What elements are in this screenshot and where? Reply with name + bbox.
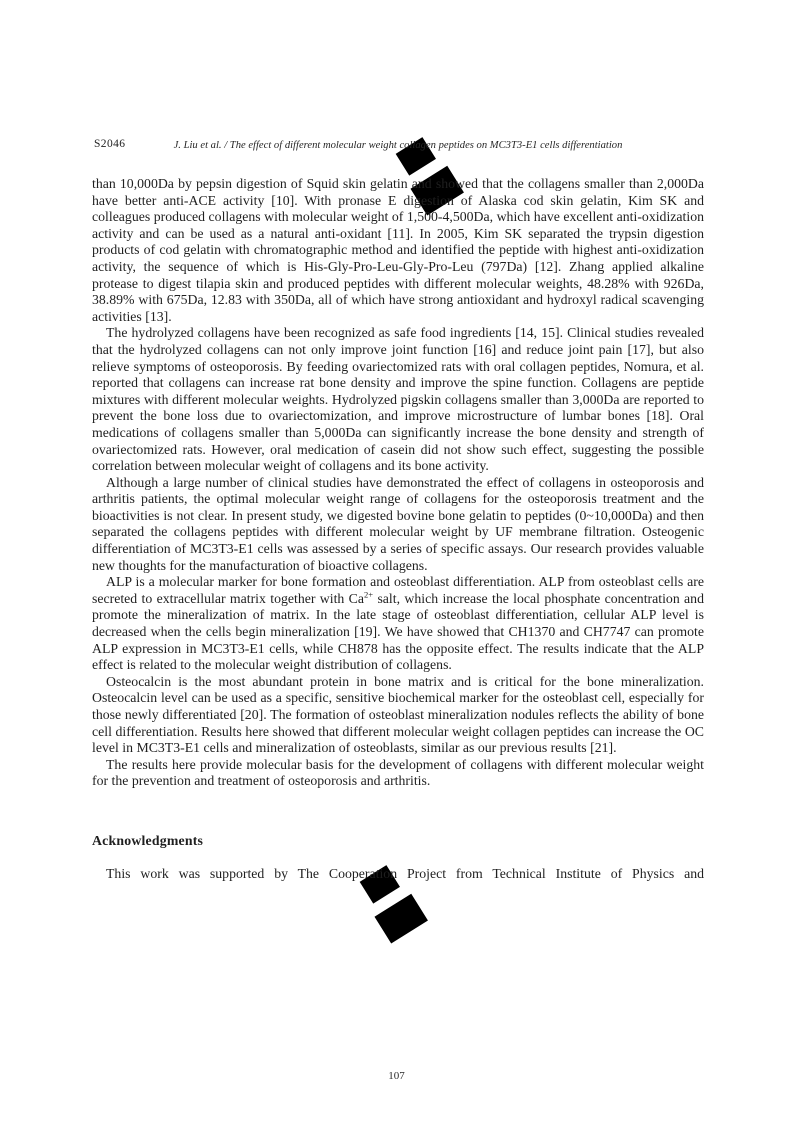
acknowledgments-body <box>92 866 704 883</box>
article-body <box>92 176 704 790</box>
acknowledgments-heading: Acknowledgments <box>92 832 204 848</box>
running-title: J. Liu et al. / The effect of different molecular weight collagen peptides on MC3T3-E1 cells differentiation <box>173 139 623 151</box>
paragraph: Osteocalcin is the most abundant protein in bone matrix and is critical for the bone mineralization. Osteocalcin level can be used as a specific, sensitive biochemical marker for the osteoblast cell, especially for those newly differentiated [20]. The formation of osteoblast mineralization nodules reflects the ability of bone cell differentiation. Results here showed that different molecular weight collagen peptides can increase the OC level in MC3T3-E1 cells and mineralization of osteoblasts, similar as our previous results [21]. <box>92 673 704 756</box>
page-header <box>92 138 704 154</box>
paragraph: The results here provide molecular basis for the development of collagens with different molecular weight for the prevention and treatment of osteoporosis and arthritis. <box>92 756 704 789</box>
paragraph: than 10,000Da by pepsin digestion of Squid skin gelatin and showed that the collagens smaller than 2,000Da have better anti-ACE activity [10]. With pronase E digestion of Alaska cod skin gelatin, Kim SK and colleagues produced collagens with molecular weight of 1,500-4,500Da, which have excellent anti-oxidization activity and can be used as a natural anti-oxidant [11]. In 2005, Kim SK separated the trypsin digestion products of cod gelatin with chromatographic method and identified the peptide with highest anti-oxidization activity, the sequence of which is His-Gly-Pro-Leu-Gly-Pro-Leu (797Da) [12]. Zhang applied alkaline protease to digest tilapia skin and produced peptides with different molecular weights, 48.28% with 926Da, 38.89% with 675Da, 12.83 with 350Da, all of which have strong antioxidant and hydroxyl radical scavenging activities [13]. <box>92 176 704 324</box>
paragraph: This work was supported by The Cooperation Project from Technical Institute of Physics and <box>106 865 704 881</box>
page-footer <box>0 1070 793 1082</box>
paragraph: Although a large number of clinical studies have demonstrated the effect of collagens in osteoporosis and arthritis patients, the optimal molecular weight range of collagens for the osteoporosis treatment and the bioactivities is not clear. In present study, we digested bovine bone gelatin to peptides (0~10,000Da) and then separated the collagens peptides with different molecular weight by UF membrane filtration. Osteogenic differentiation of MC3T3-E1 cells was assessed by a series of specific assays. Our research provides valuable new thoughts for the manufacturation of bioactive collagens. <box>92 474 704 573</box>
page-number: 107 <box>388 1070 405 1082</box>
paragraph: The hydrolyzed collagens have been recognized as safe food ingredients [14, 15]. Clinical studies revealed that the hydrolyzed collagens can not only improve joint function [16] and reduce joint pain [17], but also relieve symptoms of osteoporosis. By feeding ovariectomized rats with oral collagen peptides, Nomura, et al. reported that collagens can increase rat bone density and improve the spine function. Collagens are peptide mixtures with different molecular weights. Hydrolyzed pigskin collagens smaller than 3,000Da are reported to prevent the bone loss due to ovariectomization, and improve microstructure of lumbar bones [18]. Oral medications of collagens smaller than 5,000Da can significantly increase the bone density and strength of ovariectomized rats. However, oral medication of casein did not show such effect, suggesting the possible correlation between molecular weight of collagens and its bone activity. <box>92 325 704 474</box>
page-id: S2046 <box>94 138 126 150</box>
superscript: 2+ <box>364 589 374 600</box>
paragraph: ALP is a molecular marker for bone formation and osteoblast differentiation. ALP from osteoblast cells are secreted to extracellular matrix together with $Ca^{2+}$ salt, which increase the local phosphate concentration and promote the mineralization of matrix. In the late stage of osteoblast differentiation, cellular ALP level is decreased when the cells begin mineralization [19]. We have showed that CH1370 and CH7747 can promote ALP expression in MC3T3-E1 cells, while CH878 has the opposite effect. The results indicate that the ALP effect is related to the molecular weight distribution of collagens. <box>92 574 704 673</box>
article-column <box>92 176 704 882</box>
